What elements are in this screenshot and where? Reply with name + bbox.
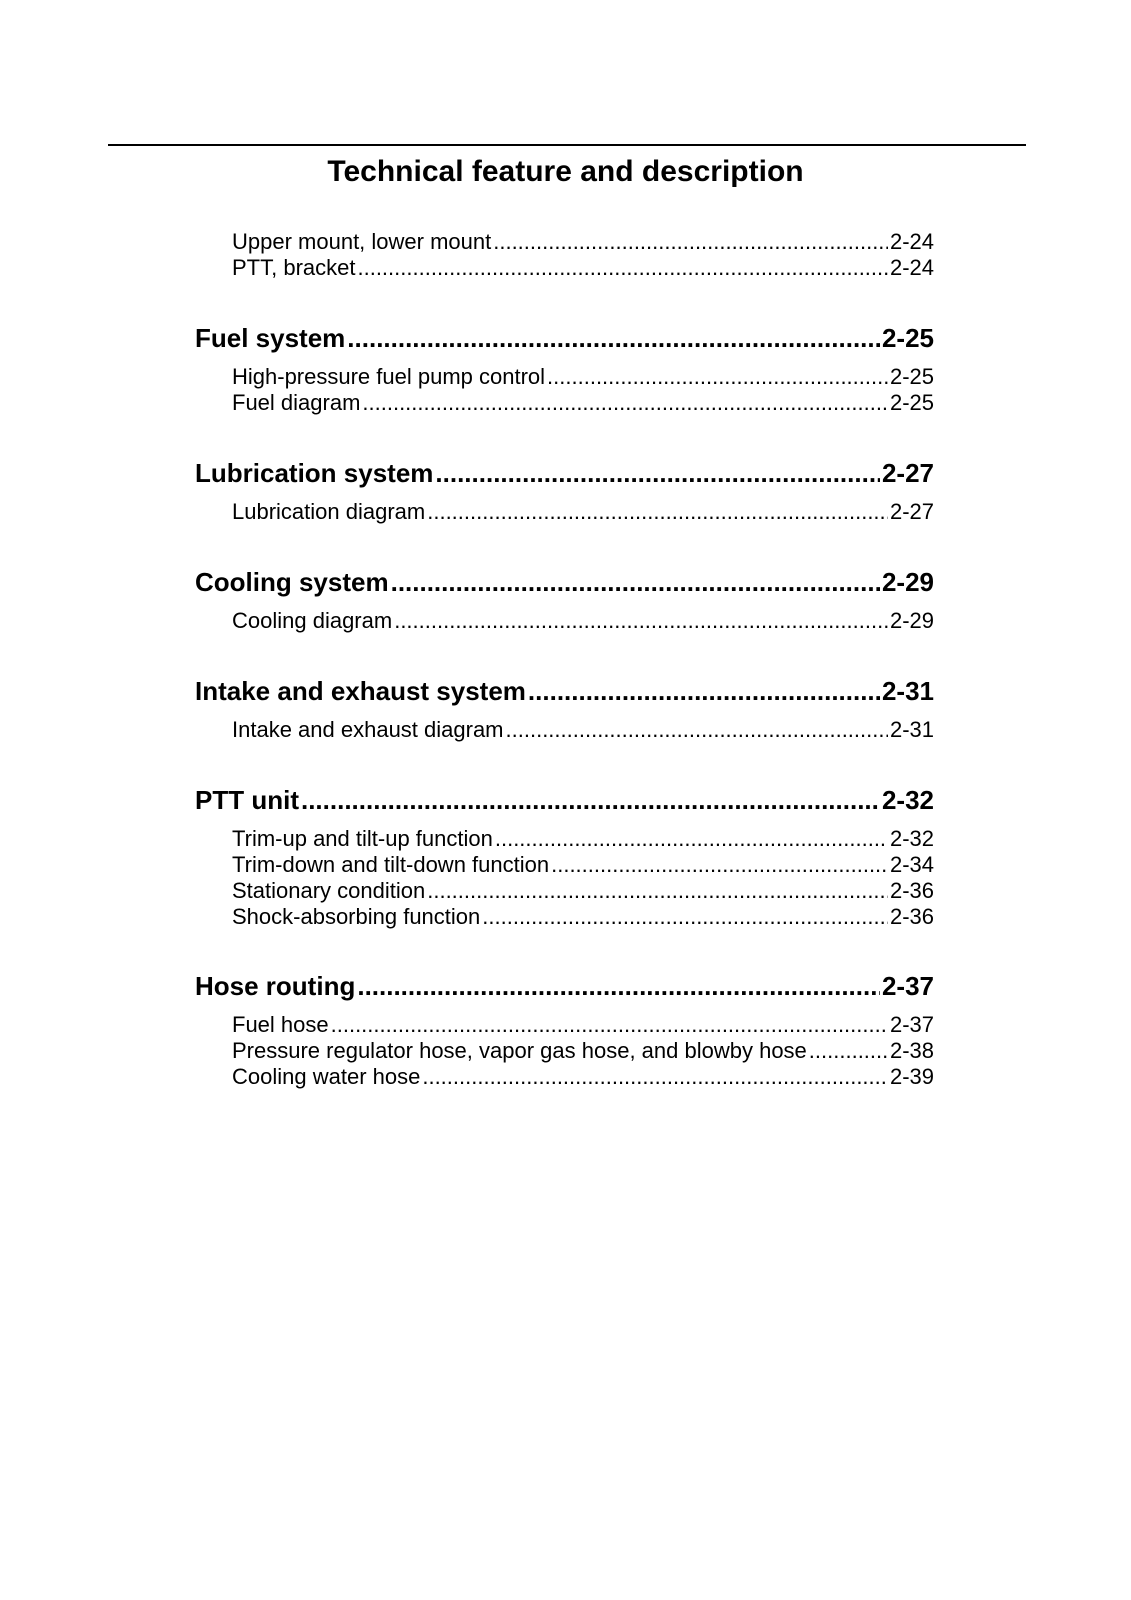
- toc-section-page: 2-29: [881, 567, 934, 597]
- toc-entry-label: Pressure regulator hose, vapor gas hose, and blowby hose: [232, 1038, 807, 1063]
- toc-entry-page: 2-36: [889, 904, 934, 929]
- toc-section-label: Intake and exhaust system: [195, 676, 526, 706]
- toc-entry-pressure-regulator-hose[interactable]: [232, 1038, 934, 1064]
- toc-section-label: Fuel system: [195, 323, 346, 353]
- dot-leader: [422, 1064, 888, 1090]
- toc-entry-shock-absorbing[interactable]: [232, 904, 934, 930]
- toc-entry-label: Trim-down and tilt-down function: [232, 852, 550, 877]
- toc-entry-label: Shock-absorbing function: [232, 904, 481, 929]
- toc-entry-fuel-hose[interactable]: [232, 1012, 934, 1038]
- toc-entry-upper-mount[interactable]: [232, 229, 934, 255]
- toc-entry-intake-exhaust-diagram[interactable]: [232, 717, 934, 743]
- toc-entry-label: Fuel hose: [232, 1012, 329, 1037]
- toc-entry-label: Lubrication diagram: [232, 499, 426, 524]
- dot-leader: [495, 826, 888, 852]
- toc-entry-page: 2-36: [889, 878, 934, 903]
- dot-leader: [506, 717, 888, 743]
- toc-entry-page: 2-38: [889, 1038, 934, 1063]
- toc-section-label: Lubrication system: [195, 458, 434, 488]
- toc-section-fuel-system[interactable]: [195, 322, 934, 354]
- toc-entry-fuel-pump-control[interactable]: [232, 364, 934, 390]
- dot-leader: [357, 970, 880, 1002]
- dot-leader: [482, 904, 888, 930]
- dot-leader: [427, 499, 888, 525]
- dot-leader: [331, 1012, 888, 1038]
- toc-section-intake-exhaust-system[interactable]: [195, 675, 934, 707]
- dot-leader: [301, 784, 880, 816]
- toc-section-lubrication-system[interactable]: [195, 457, 934, 489]
- header-rule: [108, 144, 1026, 146]
- dot-leader: [528, 675, 880, 707]
- dot-leader: [391, 566, 880, 598]
- dot-leader: [493, 229, 888, 255]
- toc-section-label: Cooling system: [195, 567, 389, 597]
- toc-entry-cooling-water-hose[interactable]: [232, 1064, 934, 1090]
- toc-entry-ptt-bracket[interactable]: [232, 255, 934, 281]
- toc-entry-trim-down[interactable]: [232, 852, 934, 878]
- toc-section-page: 2-32: [881, 785, 934, 815]
- toc-entry-label: Trim-up and tilt-up function: [232, 826, 493, 851]
- toc-entry-label: Cooling water hose: [232, 1064, 421, 1089]
- toc-section-page: 2-27: [881, 458, 934, 488]
- toc-section-cooling-system[interactable]: [195, 566, 934, 598]
- toc-entry-page: 2-24: [889, 229, 934, 254]
- dot-leader: [427, 878, 888, 904]
- dot-leader: [347, 322, 880, 354]
- page-title: Technical feature and description: [327, 155, 804, 188]
- toc-entry-label: Upper mount, lower mount: [232, 229, 492, 254]
- toc-entry-label: PTT, bracket: [232, 255, 356, 280]
- toc-section-page: 2-31: [881, 676, 934, 706]
- toc-entry-label: Cooling diagram: [232, 608, 393, 633]
- toc-entry-label: High-pressure fuel pump control: [232, 364, 546, 389]
- dot-leader: [362, 390, 888, 416]
- toc-entry-page: 2-25: [889, 364, 934, 389]
- dot-leader: [809, 1038, 888, 1064]
- toc-entry-page: 2-34: [889, 852, 934, 877]
- toc-entry-page: 2-24: [889, 255, 934, 280]
- dot-leader: [547, 364, 888, 390]
- toc-entry-trim-up[interactable]: [232, 826, 934, 852]
- toc-entry-page: 2-25: [889, 390, 934, 415]
- toc-entry-page: 2-32: [889, 826, 934, 851]
- dot-leader: [551, 852, 888, 878]
- dot-leader: [435, 457, 880, 489]
- toc-section-hose-routing[interactable]: [195, 970, 934, 1002]
- toc-section-page: 2-37: [881, 971, 934, 1001]
- toc-entry-page: 2-29: [889, 608, 934, 633]
- toc-entry-page: 2-37: [889, 1012, 934, 1037]
- toc-entry-page: 2-39: [889, 1064, 934, 1089]
- toc-entry-label: Intake and exhaust diagram: [232, 717, 504, 742]
- toc-entry-cooling-diagram[interactable]: [232, 608, 934, 634]
- toc-entry-label: Stationary condition: [232, 878, 426, 903]
- toc-entry-page: 2-27: [889, 499, 934, 524]
- toc-section-label: PTT unit: [195, 785, 299, 815]
- toc-section-page: 2-25: [881, 323, 934, 353]
- dot-leader: [394, 608, 888, 634]
- toc-entry-lubrication-diagram[interactable]: [232, 499, 934, 525]
- toc-entry-page: 2-31: [889, 717, 934, 742]
- toc-entry-fuel-diagram[interactable]: [232, 390, 934, 416]
- toc-entry-label: Fuel diagram: [232, 390, 361, 415]
- toc-section-ptt-unit[interactable]: [195, 784, 934, 816]
- dot-leader: [357, 255, 887, 281]
- toc-entry-stationary-condition[interactable]: [232, 878, 934, 904]
- toc-section-label: Hose routing: [195, 971, 356, 1001]
